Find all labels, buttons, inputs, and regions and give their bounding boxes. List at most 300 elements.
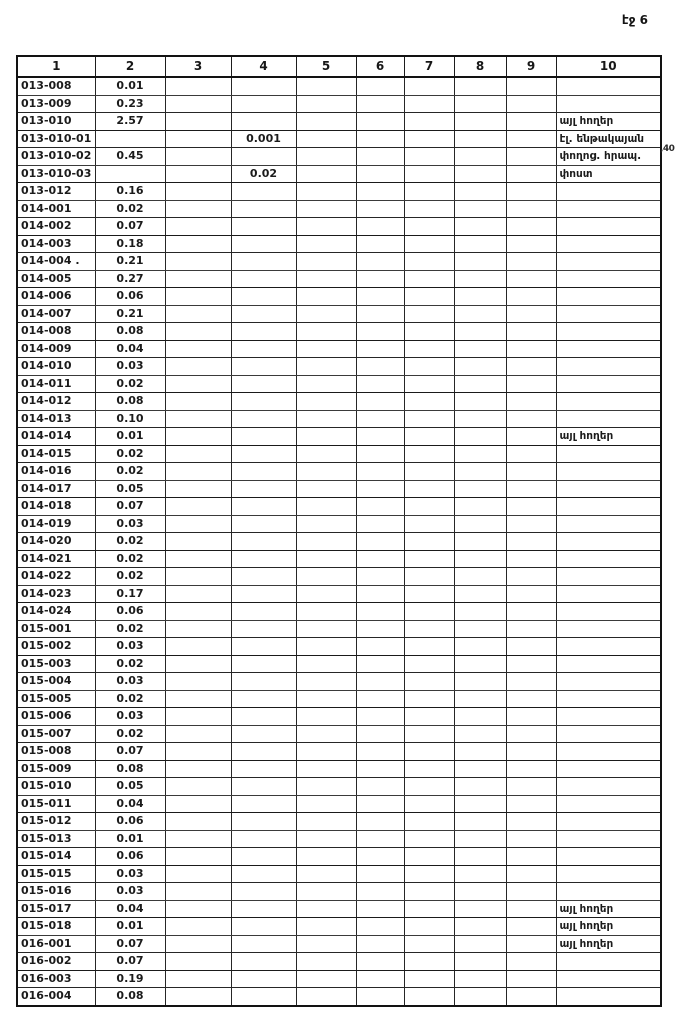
table-row — [17, 725, 661, 743]
cell-empty — [296, 830, 356, 848]
cell-note: էլ. ենթակայան — [556, 130, 661, 148]
cell-empty — [404, 428, 454, 446]
cell-parcel-code: 015-018 — [17, 918, 95, 936]
cell-parcel-code: 014-005 — [17, 270, 95, 288]
cell-empty — [404, 743, 454, 761]
cell-empty — [506, 480, 556, 498]
cell-note: այլ հողեր — [556, 935, 661, 953]
cell-empty — [404, 568, 454, 586]
table-row — [17, 113, 661, 131]
cell-empty — [356, 830, 404, 848]
cell-empty — [404, 935, 454, 953]
cell-empty — [404, 830, 454, 848]
cell-area-value: 0.07 — [95, 743, 165, 761]
cell-note — [556, 673, 661, 691]
cell-note — [556, 288, 661, 306]
cell-empty — [165, 900, 231, 918]
cell-empty — [356, 445, 404, 463]
cell-empty — [506, 848, 556, 866]
cell-col4-value — [231, 953, 296, 971]
table-row — [17, 970, 661, 988]
cell-empty — [506, 690, 556, 708]
cell-empty — [404, 463, 454, 481]
cell-empty — [506, 165, 556, 183]
cell-parcel-code: 014-012 — [17, 393, 95, 411]
cell-note — [556, 340, 661, 358]
page-number-label: էջ 6 — [621, 13, 648, 27]
cell-empty — [165, 795, 231, 813]
cell-empty — [296, 410, 356, 428]
cell-empty — [356, 865, 404, 883]
cell-area-value: 0.23 — [95, 95, 165, 113]
cell-col4-value — [231, 77, 296, 95]
table-row — [17, 918, 661, 936]
cell-parcel-code: 015-007 — [17, 725, 95, 743]
cell-empty — [404, 865, 454, 883]
cell-note — [556, 480, 661, 498]
cell-area-value: 0.02 — [95, 568, 165, 586]
cell-col4-value — [231, 585, 296, 603]
cell-col4-value — [231, 463, 296, 481]
cell-empty — [356, 253, 404, 271]
cell-empty — [506, 620, 556, 638]
table-row — [17, 95, 661, 113]
cell-parcel-code: 014-016 — [17, 463, 95, 481]
cell-empty — [296, 77, 356, 95]
cell-empty — [356, 585, 404, 603]
cell-empty — [506, 340, 556, 358]
cell-empty — [404, 848, 454, 866]
cell-empty — [165, 568, 231, 586]
cell-empty — [506, 970, 556, 988]
cell-empty — [296, 358, 356, 376]
cell-parcel-code: 014-014 — [17, 428, 95, 446]
cell-area-value: 0.06 — [95, 603, 165, 621]
cell-area-value: 0.03 — [95, 358, 165, 376]
cell-note — [556, 183, 661, 201]
cell-parcel-code: 014-003 — [17, 235, 95, 253]
cell-empty — [454, 480, 506, 498]
table-row — [17, 428, 661, 446]
cell-empty — [404, 130, 454, 148]
cell-parcel-code: 016-002 — [17, 953, 95, 971]
cell-col4-value — [231, 235, 296, 253]
cell-empty — [454, 795, 506, 813]
cell-parcel-code: 015-008 — [17, 743, 95, 761]
cell-empty — [356, 795, 404, 813]
stray-mark: ,40 — [660, 144, 675, 154]
table-row — [17, 568, 661, 586]
cell-empty — [454, 498, 506, 516]
cell-empty — [165, 883, 231, 901]
cell-col4-value: 0.001 — [231, 130, 296, 148]
cell-empty — [454, 778, 506, 796]
cell-area-value: 0.07 — [95, 935, 165, 953]
cell-empty — [165, 970, 231, 988]
cell-area-value: 0.02 — [95, 620, 165, 638]
cell-parcel-code: 015-014 — [17, 848, 95, 866]
cell-col4-value — [231, 620, 296, 638]
table-row — [17, 830, 661, 848]
cell-empty — [404, 340, 454, 358]
cell-empty — [454, 813, 506, 831]
cell-col4-value — [231, 935, 296, 953]
cell-parcel-code: 014-019 — [17, 515, 95, 533]
cell-empty — [454, 323, 506, 341]
table-row — [17, 585, 661, 603]
cell-empty — [165, 603, 231, 621]
cell-empty — [506, 253, 556, 271]
cell-empty — [165, 918, 231, 936]
cell-col4-value — [231, 95, 296, 113]
cell-empty — [506, 865, 556, 883]
table-row — [17, 760, 661, 778]
cell-empty — [296, 428, 356, 446]
cell-note — [556, 323, 661, 341]
cell-col4-value — [231, 865, 296, 883]
cell-empty — [356, 725, 404, 743]
cell-empty — [454, 183, 506, 201]
cell-empty — [404, 445, 454, 463]
cell-empty — [404, 253, 454, 271]
cell-empty — [296, 235, 356, 253]
cell-area-value: 0.03 — [95, 638, 165, 656]
cell-empty — [506, 323, 556, 341]
cell-area-value: 0.21 — [95, 253, 165, 271]
cell-empty — [506, 375, 556, 393]
cell-area-value: 0.08 — [95, 760, 165, 778]
table-row — [17, 533, 661, 551]
cell-col4-value — [231, 428, 296, 446]
cell-empty — [356, 340, 404, 358]
cell-note: այլ հողեր — [556, 428, 661, 446]
cell-parcel-code: 014-011 — [17, 375, 95, 393]
cell-empty — [506, 393, 556, 411]
cell-empty — [165, 358, 231, 376]
cell-parcel-code: 016-003 — [17, 970, 95, 988]
cell-area-value: 0.10 — [95, 410, 165, 428]
cell-empty — [165, 270, 231, 288]
cell-area-value: 0.18 — [95, 235, 165, 253]
cell-empty — [404, 638, 454, 656]
cell-area-value: 0.01 — [95, 428, 165, 446]
table-row — [17, 603, 661, 621]
cell-col4-value — [231, 498, 296, 516]
cell-empty — [404, 725, 454, 743]
cell-empty — [296, 708, 356, 726]
cell-empty — [165, 533, 231, 551]
cell-parcel-code: 015-017 — [17, 900, 95, 918]
cell-area-value: 0.02 — [95, 533, 165, 551]
cell-empty — [165, 288, 231, 306]
table-row — [17, 235, 661, 253]
cell-area-value: 0.03 — [95, 708, 165, 726]
cell-empty — [506, 358, 556, 376]
cell-empty — [506, 235, 556, 253]
cell-empty — [296, 463, 356, 481]
cell-empty — [404, 270, 454, 288]
cell-note — [556, 830, 661, 848]
table-row — [17, 795, 661, 813]
column-header-10: 10 — [556, 56, 661, 77]
cell-parcel-code: 014-010 — [17, 358, 95, 376]
cell-empty — [296, 533, 356, 551]
cell-empty — [165, 778, 231, 796]
cell-empty — [296, 218, 356, 236]
cell-empty — [165, 585, 231, 603]
cell-empty — [506, 200, 556, 218]
cell-empty — [506, 935, 556, 953]
cell-empty — [356, 95, 404, 113]
cell-note — [556, 568, 661, 586]
cell-empty — [506, 603, 556, 621]
cell-empty — [454, 953, 506, 971]
cell-col4-value — [231, 305, 296, 323]
cell-note — [556, 620, 661, 638]
cell-parcel-code: 013-012 — [17, 183, 95, 201]
cell-note — [556, 218, 661, 236]
cell-empty — [296, 165, 356, 183]
cell-empty — [296, 270, 356, 288]
table-row — [17, 690, 661, 708]
cell-note — [556, 988, 661, 1006]
cell-col4-value — [231, 918, 296, 936]
cell-empty — [506, 288, 556, 306]
cell-empty — [404, 673, 454, 691]
cell-empty — [356, 515, 404, 533]
cell-area-value: 0.06 — [95, 848, 165, 866]
cell-empty — [165, 988, 231, 1006]
cell-parcel-code: 015-002 — [17, 638, 95, 656]
cell-area-value: 0.02 — [95, 550, 165, 568]
cell-note — [556, 375, 661, 393]
table-row — [17, 550, 661, 568]
table-row — [17, 463, 661, 481]
cell-note — [556, 235, 661, 253]
table-row — [17, 778, 661, 796]
cell-empty — [506, 568, 556, 586]
cell-empty — [296, 340, 356, 358]
cell-area-value: 0.08 — [95, 988, 165, 1006]
cell-area-value: 0.01 — [95, 77, 165, 95]
cell-empty — [165, 690, 231, 708]
cell-empty — [165, 760, 231, 778]
cell-note — [556, 550, 661, 568]
table-row — [17, 883, 661, 901]
cell-note — [556, 463, 661, 481]
cell-col4-value — [231, 970, 296, 988]
cell-area-value — [95, 130, 165, 148]
cell-empty — [296, 183, 356, 201]
cell-note — [556, 865, 661, 883]
cell-empty — [404, 760, 454, 778]
cell-empty — [356, 953, 404, 971]
cell-empty — [454, 305, 506, 323]
cell-note — [556, 603, 661, 621]
cell-empty — [454, 620, 506, 638]
cell-empty — [165, 130, 231, 148]
cell-empty — [356, 305, 404, 323]
cell-col4-value — [231, 218, 296, 236]
table-row — [17, 130, 661, 148]
cell-note: փողոց. հրապ. — [556, 148, 661, 166]
cell-empty — [404, 813, 454, 831]
cell-empty — [506, 708, 556, 726]
cell-col4-value — [231, 480, 296, 498]
cell-note — [556, 270, 661, 288]
cell-empty — [165, 638, 231, 656]
cell-empty — [454, 900, 506, 918]
cell-empty — [454, 603, 506, 621]
cell-note — [556, 410, 661, 428]
cell-empty — [165, 148, 231, 166]
cell-empty — [404, 970, 454, 988]
cell-area-value: 0.05 — [95, 778, 165, 796]
cell-empty — [296, 655, 356, 673]
cell-note: այլ հողեր — [556, 113, 661, 131]
cell-empty — [404, 113, 454, 131]
cell-col4-value — [231, 445, 296, 463]
cell-parcel-code: 015-011 — [17, 795, 95, 813]
cell-empty — [454, 428, 506, 446]
cell-empty — [404, 200, 454, 218]
cell-empty — [165, 165, 231, 183]
cell-empty — [454, 288, 506, 306]
cell-note: փոստ — [556, 165, 661, 183]
cell-empty — [506, 918, 556, 936]
cell-empty — [404, 218, 454, 236]
cell-empty — [454, 725, 506, 743]
column-header-2: 2 — [95, 56, 165, 77]
cell-area-value: 0.02 — [95, 725, 165, 743]
cell-area-value: 0.01 — [95, 830, 165, 848]
cell-empty — [404, 603, 454, 621]
cell-empty — [165, 953, 231, 971]
cell-note: այլ հողեր — [556, 918, 661, 936]
cell-empty — [404, 620, 454, 638]
cell-parcel-code: 014-023 — [17, 585, 95, 603]
cell-empty — [296, 935, 356, 953]
land-parcel-table — [16, 55, 662, 1007]
cell-empty — [356, 323, 404, 341]
cell-empty — [404, 988, 454, 1006]
cell-empty — [506, 988, 556, 1006]
cell-empty — [404, 323, 454, 341]
cell-empty — [356, 77, 404, 95]
cell-empty — [356, 778, 404, 796]
cell-empty — [356, 200, 404, 218]
cell-col4-value: 0.02 — [231, 165, 296, 183]
cell-empty — [356, 918, 404, 936]
cell-empty — [506, 218, 556, 236]
cell-area-value: 0.05 — [95, 480, 165, 498]
cell-area-value: 0.02 — [95, 690, 165, 708]
cell-note — [556, 708, 661, 726]
cell-parcel-code: 014-018 — [17, 498, 95, 516]
cell-empty — [454, 218, 506, 236]
cell-col4-value — [231, 673, 296, 691]
cell-empty — [454, 638, 506, 656]
cell-empty — [296, 725, 356, 743]
cell-empty — [356, 410, 404, 428]
cell-parcel-code: 014-009 — [17, 340, 95, 358]
cell-empty — [165, 550, 231, 568]
cell-empty — [165, 218, 231, 236]
cell-empty — [165, 410, 231, 428]
cell-empty — [454, 848, 506, 866]
cell-empty — [454, 935, 506, 953]
column-header-7: 7 — [404, 56, 454, 77]
cell-empty — [165, 725, 231, 743]
cell-note — [556, 533, 661, 551]
cell-empty — [165, 77, 231, 95]
cell-col4-value — [231, 708, 296, 726]
cell-empty — [454, 340, 506, 358]
cell-empty — [356, 218, 404, 236]
cell-empty — [454, 235, 506, 253]
cell-empty — [506, 550, 556, 568]
cell-empty — [296, 690, 356, 708]
cell-empty — [356, 393, 404, 411]
column-header-4: 4 — [231, 56, 296, 77]
cell-empty — [454, 95, 506, 113]
cell-empty — [506, 743, 556, 761]
cell-col4-value — [231, 603, 296, 621]
cell-empty — [454, 358, 506, 376]
cell-empty — [454, 550, 506, 568]
cell-parcel-code: 016-004 — [17, 988, 95, 1006]
cell-empty — [296, 848, 356, 866]
cell-empty — [404, 183, 454, 201]
cell-empty — [296, 568, 356, 586]
cell-note — [556, 200, 661, 218]
cell-empty — [454, 988, 506, 1006]
cell-parcel-code: 014-007 — [17, 305, 95, 323]
cell-empty — [356, 148, 404, 166]
column-header-5: 5 — [296, 56, 356, 77]
cell-empty — [404, 410, 454, 428]
cell-note — [556, 305, 661, 323]
cell-area-value: 0.17 — [95, 585, 165, 603]
cell-parcel-code: 013-010-03 — [17, 165, 95, 183]
cell-parcel-code: 014-021 — [17, 550, 95, 568]
cell-empty — [404, 515, 454, 533]
table-row — [17, 410, 661, 428]
cell-parcel-code: 014-008 — [17, 323, 95, 341]
cell-empty — [506, 585, 556, 603]
cell-empty — [296, 620, 356, 638]
cell-note — [556, 848, 661, 866]
cell-empty — [165, 340, 231, 358]
cell-empty — [506, 725, 556, 743]
cell-col4-value — [231, 550, 296, 568]
cell-empty — [296, 883, 356, 901]
table-row — [17, 445, 661, 463]
cell-empty — [356, 900, 404, 918]
table-row — [17, 165, 661, 183]
cell-col4-value — [231, 288, 296, 306]
cell-empty — [165, 463, 231, 481]
cell-empty — [356, 463, 404, 481]
cell-empty — [165, 480, 231, 498]
cell-empty — [165, 498, 231, 516]
table-row — [17, 620, 661, 638]
cell-col4-value — [231, 323, 296, 341]
table-row — [17, 953, 661, 971]
table-row — [17, 358, 661, 376]
cell-empty — [506, 900, 556, 918]
table-row — [17, 708, 661, 726]
